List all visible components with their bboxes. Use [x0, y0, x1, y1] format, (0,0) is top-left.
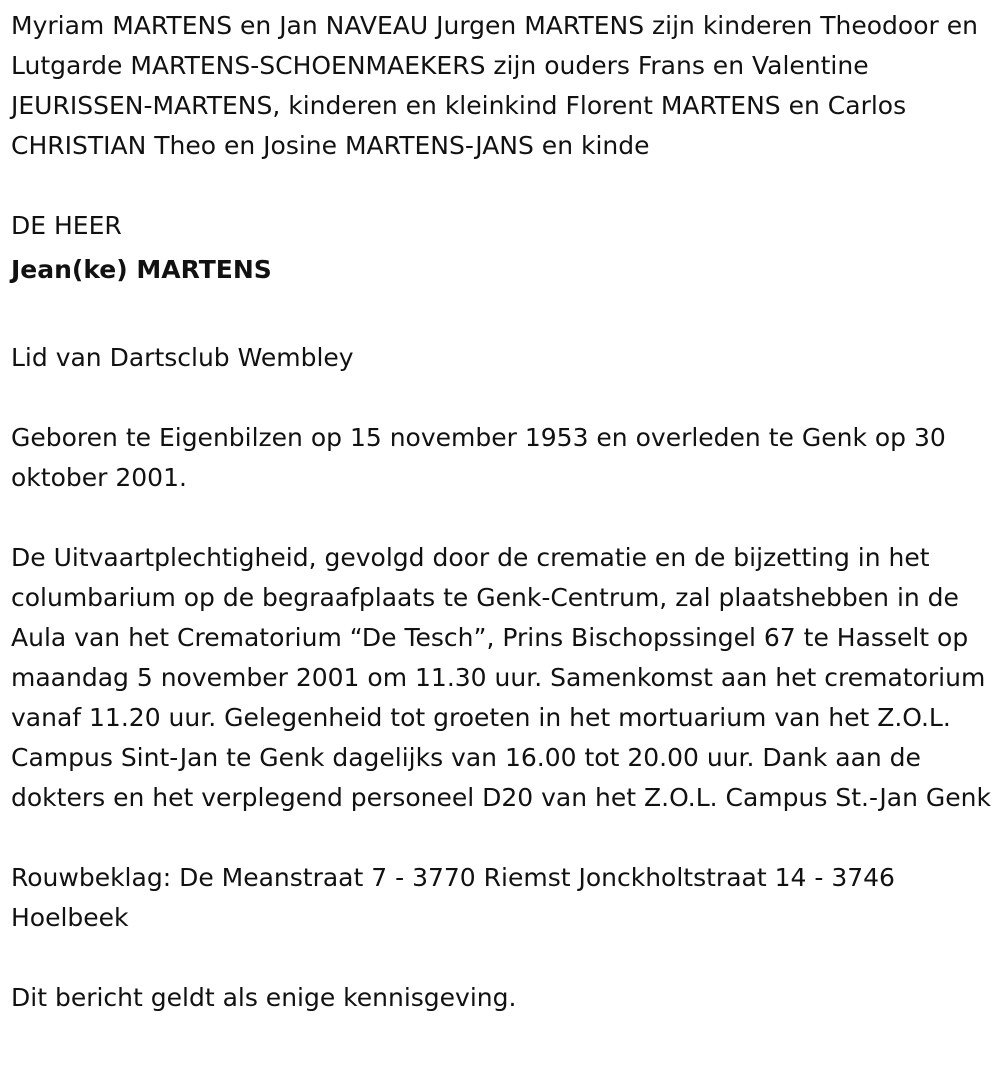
birth-death-paragraph: Geboren te Eigenbilzen op 15 november 1953 en overleden te Genk op 30 oktober 2001.	[11, 423, 946, 492]
notice-statement: Dit bericht geldt als enige kennisgeving.	[11, 983, 517, 1012]
ceremony-paragraph: De Uitvaartplechtigheid, gevolgd door de crematie en de bijzetting in het columbarium op de begraafplaats te Genk-Centrum, zal plaatshebben in de Aula van het Crematorium “De Tesch”, Prins Bischopssingel 67 te Hasselt op maandag 5 november 2001 om 11.30 uur. Samenkomst aan het crematorium vanaf 11.20 uur. Gelegenheid tot groeten in het mortuarium van het Z.O.L. Campus Sint-Jan te Genk dagelijks van 16.00 tot 20.00 uur. Dank aan de dokters en het verplegend personeel D20 van het Z.O.L. Campus St.-Jan Genk	[11, 543, 991, 812]
honorific-title: DE HEER	[11, 211, 122, 240]
membership-line: Lid van Dartsclub Wembley	[11, 343, 354, 372]
family-paragraph: Myriam MARTENS en Jan NAVEAU Jurgen MARTENS zijn kinderen Theodoor en Lutgarde MARTENS-SCHOENMAEKERS zijn ouders Frans en Valentine JEURISSEN-MARTENS, kinderen en kleinkind Florent MARTENS en Carlos CHRISTIAN Theo en Josine MARTENS-JANS en kinde	[11, 11, 978, 160]
deceased-name: Jean(ke) MARTENS	[11, 255, 272, 284]
death-notice	[11, 6, 991, 1018]
condolence-addresses: Rouwbeklag: De Meanstraat 7 - 3770 Riemst Jonckholtstraat 14 - 3746 Hoelbeek	[11, 863, 895, 932]
